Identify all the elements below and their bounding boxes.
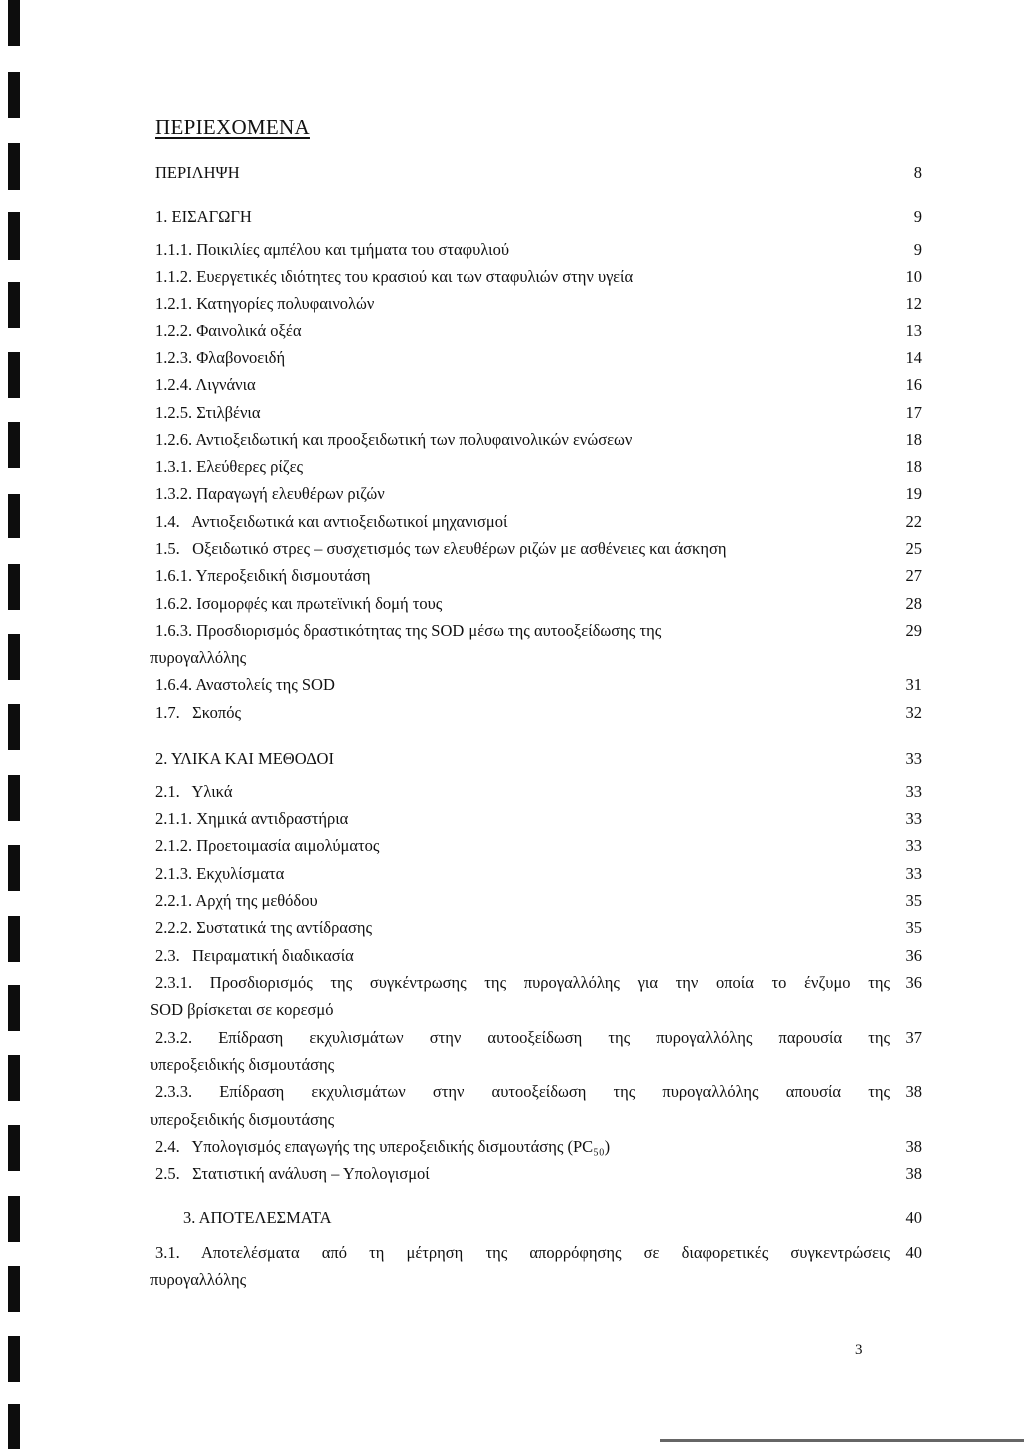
toc-entry	[155, 782, 922, 802]
toc-entry	[155, 973, 922, 993]
toc-entry	[155, 1028, 922, 1048]
toc-entry-page: 28	[905, 594, 922, 613]
toc-entry	[155, 539, 922, 559]
toc-entry-page: 12	[905, 294, 922, 313]
toc-entry-page: 10	[905, 267, 922, 286]
toc-entry	[155, 703, 922, 723]
toc-entry-title: 2.2.2. Συστατικά της αντίδρασης	[155, 918, 373, 937]
toc-entry	[155, 240, 922, 260]
toc-entry	[155, 512, 922, 532]
toc-entry-page: 37	[905, 1028, 922, 1047]
toc-entry-title: 1.2.5. Στιλβένια	[155, 403, 261, 422]
toc-entry	[155, 566, 922, 586]
toc-entry-title: 2.4. Υπολογισμός επαγωγής της υπεροξειδικής δισμουτάσης (PC₅₀)	[155, 1137, 611, 1156]
toc-entry-page: 13	[905, 321, 922, 340]
toc-entry-title: 1.6.2. Ισομορφές και πρωτεϊνική δομή τους	[155, 594, 443, 613]
toc-entry-title: 2.5. Στατιστική ανάλυση – Υπολογισμοί	[155, 1164, 430, 1183]
toc-entry-title: 2.3.3. Επίδραση εκχυλισμάτων στην αυτοοξείδωση της πυρογαλλόλης απουσία της	[155, 1082, 890, 1101]
toc-entry-title: 2. ΥΛΙΚΑ ΚΑΙ ΜΕΘΟΔΟΙ	[155, 749, 334, 768]
toc-entry-page: 35	[905, 891, 922, 910]
toc-entry	[155, 621, 922, 641]
toc-entry-page: 40	[905, 1208, 922, 1227]
toc-entry-page: 36	[905, 946, 922, 965]
toc-entry	[155, 457, 922, 477]
toc-entry-page: 17	[905, 403, 922, 422]
toc-entry-title: 1.3.1. Ελεύθερες ρίζες	[155, 457, 304, 476]
toc-entry-page: 38	[905, 1164, 922, 1183]
toc-entry	[155, 1082, 922, 1102]
toc-entry-title: ΠΕΡΙΛΗΨΗ	[155, 163, 240, 182]
toc-entry-title: 1.6.4. Αναστολείς της SOD	[155, 675, 335, 694]
toc-entry-title: 1.2.1. Κατηγορίες πολυφαινολών	[155, 294, 375, 313]
toc-entry-title: 2.1.3. Εκχυλίσματα	[155, 864, 285, 883]
toc-entry-page: 33	[905, 836, 922, 855]
toc-entry-title: 2.2.1. Αρχή της μεθόδου	[155, 891, 318, 910]
toc-entry-title: 2.1.2. Προετοιμασία αιμολύματος	[155, 836, 380, 855]
toc-entry-page: 14	[905, 348, 922, 367]
toc-entry-continuation: πυρογαλλόλης	[150, 648, 247, 667]
toc-entry-page: 36	[905, 973, 922, 992]
toc-entry-title: 1.2.4. Λιγνάνια	[155, 375, 256, 394]
toc-entry-page: 29	[905, 621, 922, 640]
toc-entry-page: 33	[905, 749, 922, 768]
toc-entry-page: 33	[905, 864, 922, 883]
toc-entry-title: 2.1. Υλικά	[155, 782, 233, 801]
toc-entry-continuation: SOD βρίσκεται σε κορεσμό	[150, 1000, 334, 1019]
toc-entry	[155, 207, 922, 227]
toc-entry-title: 1.7. Σκοπός	[155, 703, 242, 722]
toc-entry	[155, 163, 922, 183]
toc-entry	[155, 918, 922, 938]
toc-entry-continuation: υπεροξειδικής δισμουτάσης	[150, 1055, 335, 1074]
toc-entry-continuation: υπεροξειδικής δισμουτάσης	[150, 1110, 335, 1129]
toc-entry-title: 1.1.1. Ποικιλίες αμπέλου και τμήματα του σταφυλιού	[155, 240, 510, 259]
toc-entry-page: 38	[905, 1082, 922, 1101]
toc-entry	[155, 294, 922, 314]
toc-entry-page: 40	[905, 1243, 922, 1262]
toc-entry	[155, 1243, 922, 1263]
toc-entry-page: 38	[905, 1137, 922, 1156]
toc-entry-continuation: πυρογαλλόλης	[150, 1270, 247, 1289]
toc-entry	[155, 321, 922, 341]
toc-entry-page: 18	[905, 430, 922, 449]
toc-entry	[155, 403, 922, 423]
toc-entry	[155, 430, 922, 450]
toc-entry	[183, 1208, 922, 1228]
toc-entry	[155, 267, 922, 287]
toc-entry-page: 18	[905, 457, 922, 476]
toc-entry	[155, 1164, 922, 1184]
toc-entry-title: 1.6.3. Προσδιορισμός δραστικότητας της SOD μέσω της αυτοοξείδωσης της	[155, 621, 662, 640]
toc-entry-title: 1.2.2. Φαινολικά οξέα	[155, 321, 302, 340]
toc-entry	[155, 836, 922, 856]
toc-entry-page: 35	[905, 918, 922, 937]
toc-entry-title: 2.3.2. Επίδραση εκχυλισμάτων στην αυτοοξείδωση της πυρογαλλόλης παρουσία της	[155, 1028, 890, 1047]
toc-entry	[155, 484, 922, 504]
toc-entry	[155, 348, 922, 368]
toc-entry-title: 2.3. Πειραματική διαδικασία	[155, 946, 354, 965]
toc-entry-page: 33	[905, 809, 922, 828]
toc-entry	[155, 864, 922, 884]
toc-entry	[155, 375, 922, 395]
toc-entry-title: 1.5. Οξειδωτικό στρες – συσχετισμός των ελευθέρων ριζών με ασθένειες και άσκηση	[155, 539, 727, 558]
toc-entry	[155, 809, 922, 829]
toc-entry-page: 22	[905, 512, 922, 531]
toc-entry-title: 3.1. Αποτελέσματα από τη μέτρηση της απορρόφησης σε διαφορετικές συγκεντρώσεις	[155, 1243, 890, 1262]
toc-entry	[155, 946, 922, 966]
toc-entry	[155, 594, 922, 614]
toc-entry-title: 1.1.2. Ευεργετικές ιδιότητες του κρασιού και των σταφυλιών στην υγεία	[155, 267, 634, 286]
toc-entry-page: 16	[905, 375, 922, 394]
toc-entry-page: 9	[913, 207, 922, 226]
toc-entry	[155, 891, 922, 911]
toc-entry	[155, 1137, 922, 1157]
toc-entry	[155, 675, 922, 695]
bottom-scan-line	[660, 1439, 1024, 1442]
page-number: 3	[855, 1342, 863, 1358]
toc-entry-page: 8	[913, 163, 922, 182]
toc-entry-title: 1.6.1. Υπεροξειδική δισμουτάση	[155, 566, 371, 585]
toc-entry-page: 32	[905, 703, 922, 722]
toc-entry-title: 1.4. Αντιοξειδωτικά και αντιοξειδωτικοί μηχανισμοί	[155, 512, 508, 531]
toc-entry-title: 1.3.2. Παραγωγή ελευθέρων ριζών	[155, 484, 385, 503]
toc-entry-page: 31	[905, 675, 922, 694]
toc-entry	[155, 749, 922, 769]
toc-entry-page: 25	[905, 539, 922, 558]
toc-entry-title: 1. ΕΙΣΑΓΩΓΗ	[155, 207, 252, 226]
toc-entry-page: 27	[905, 566, 922, 585]
toc-title: ΠΕΡΙΕΧΟΜΕΝΑ	[155, 115, 310, 139]
toc-entry-title: 2.3.1. Προσδιορισμός της συγκέντρωσης της πυρογαλλόλης για την οποία το ένζυμο της	[155, 973, 890, 992]
toc-entry-title: 2.1.1. Χημικά αντιδραστήρια	[155, 809, 349, 828]
toc-entry-page: 9	[913, 240, 922, 259]
toc-entry-page: 33	[905, 782, 922, 801]
toc-entry-page: 19	[905, 484, 922, 503]
toc-entry-title: 1.2.6. Αντιοξειδωτική και προοξειδωτική των πολυφαινολικών ενώσεων	[155, 430, 633, 449]
toc-entry-title: 3. ΑΠΟΤΕΛΕΣΜΑΤΑ	[183, 1208, 332, 1227]
toc-entry-title: 1.2.3. Φλαβονοειδή	[155, 348, 286, 367]
